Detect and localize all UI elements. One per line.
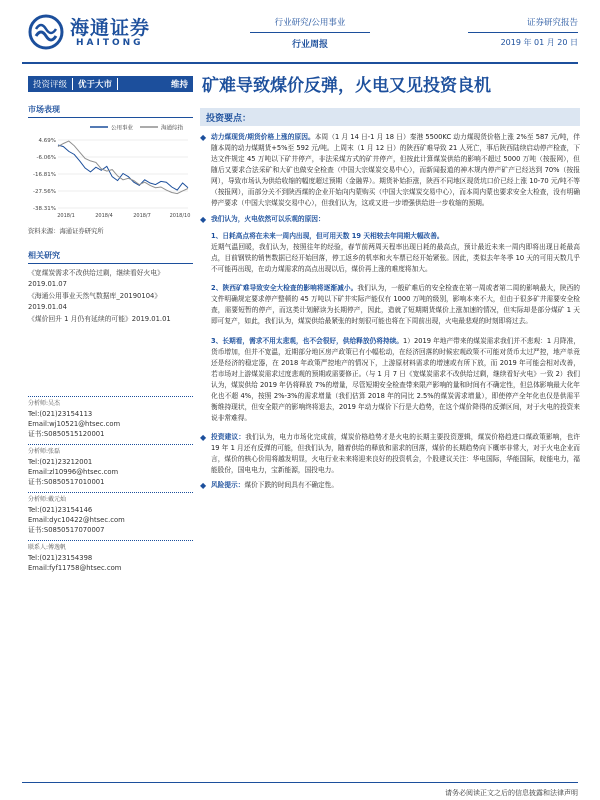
analyst-name: 分析师:张磊: [28, 448, 61, 455]
bullet-optimism: [200, 214, 580, 225]
analyst-card: [28, 396, 193, 439]
chart-legend: [90, 124, 184, 132]
rating-box: [28, 76, 193, 92]
related-heading: 相关研究: [28, 250, 193, 264]
report-category: 行业周报: [291, 40, 328, 50]
x-tick-label: 2018/4: [95, 213, 113, 219]
rating-value: 优于大市: [72, 78, 118, 90]
analyst-card: [28, 492, 193, 535]
bullet-investment-advice: [200, 432, 580, 476]
analyst-tel: Tel:(021)23212001: [28, 458, 93, 466]
analyst-tel: Tel:(021)23154113: [28, 410, 93, 418]
report-type: 证券研究报告: [468, 16, 578, 33]
chart-source: 资料来源：海通证券研究所: [28, 228, 104, 235]
analyst-name: 联系人:傅逸帆: [28, 544, 67, 551]
main-content: [200, 108, 580, 491]
analyst-cert: 证书:S0850515120001: [28, 430, 105, 438]
analyst-card: [28, 444, 193, 487]
analyst-tel: Tel:(021)23154146: [28, 506, 93, 514]
bullet-lead: 投资建议：: [211, 433, 246, 441]
bullet-risk: [200, 480, 580, 491]
analyst-cert: 证书:S0850517070007: [28, 526, 105, 534]
series-line-index: [58, 141, 188, 194]
legend-label-index: 海通综指: [161, 125, 184, 132]
footer-disclaimer: 请务必阅读正文之后的信息披露和法律声明: [445, 789, 578, 797]
x-tick-label: 2018/7: [133, 213, 151, 219]
subpoint-heading: 2、陕西矿难导致安全大检查的影响将逐渐减小。: [211, 284, 358, 292]
analyst-email[interactable]: Email:dyc10422@htsec.com: [28, 516, 125, 524]
company-logo: [28, 12, 178, 52]
analyst-tel: Tel:(021)23154398: [28, 554, 93, 562]
report-date: 2019 年 01 月 20 日: [500, 38, 578, 47]
bullet-lead: 我们认为，火电依然可以乐观的原因：: [211, 215, 325, 223]
bullet-text: 煤价下跌的时间具有不确定性。: [244, 481, 339, 489]
logo-en-text: HAITONG: [76, 38, 144, 48]
y-tick-label: -16.81%: [33, 172, 56, 178]
market-section: [28, 104, 193, 235]
y-tick-label: 4.69%: [38, 138, 56, 144]
analyst-card: [28, 540, 193, 573]
bullet-coal-price: [200, 132, 580, 209]
market-heading: 市场表现: [28, 104, 193, 118]
bullet-diamond-icon: ◆: [200, 481, 207, 490]
x-tick-label: 2018/10: [169, 213, 191, 219]
related-section: [28, 250, 193, 327]
subpoint-text: 我们认为，一般矿难后的安全检查在第一周或者第二周的影响最大，陕西的文件明确规定要求停产整顿的 45 万吨以下矿井实际产能仅有 1000 万吨的级别，影响本来不大，但由于很多矿井需要安全检查，需要短暂的停产，而这类计划解读为长期停产，因此，造就了短期期货煤价上涨加速的情况，但实际却是部分煤矿 1 天即可复产，如此，我们认为，煤炭供给最紧张的时刻很可能也将在下周前出现，火电最悲观的时刻即将过去。: [211, 284, 580, 325]
analyst-email[interactable]: Email:fyf11758@htsec.com: [28, 564, 122, 572]
subpoint-block: [211, 283, 580, 327]
header-right: [468, 16, 578, 48]
analysts-section: [28, 396, 193, 578]
rating-label: 投资评级: [33, 80, 68, 90]
analyst-cert: 证书:S0850517010001: [28, 478, 105, 486]
analyst-email[interactable]: Email:zl10996@htsec.com: [28, 468, 119, 476]
subpoint-text: 1）2019 年地产带来的煤炭需求我们并不悲观：1 月降准，货币增加，但并不宽温，近期部分地区房产政策已有小幅松动，在经济回落的时候宏观政策不可能对货币太过严控，地产单竟还是经济的稳定器，在 2018 年政策严控地产的情况下，上游原材料需求的增速或有所下放，而 2019 年可能会相对改善，若市场对上游煤炭需求过度悲观的预期或需要修正。（与 1 月 7 日《宽煤炭需求不改供给过剩，继续看好火电》一致 2）我们认为，煤炭供给 2019 年仍将释放 7%的增量，尽管短期安全检查带来限产影响的量和时间有不确定性，但总体影响最大化年化也不超 4%，按照 2%-3%的需求增量（我们估算 2018 年的同比 2.5%的煤炭需求增量），即使停产全年化也仅是供需平衡维持现状，但安全限产的影响终将退去，2019 年动力煤价下行是大趋势，在这个煤价降得的反弹区间，对于火电的投资来说非常难得。: [211, 337, 581, 422]
analyst-name: 分析师:戴元灿: [28, 496, 67, 503]
industry-label: 行业研究/公用事业: [250, 16, 370, 33]
x-tick-label: 2018/1: [57, 213, 75, 219]
bullet-text: 我们认为，电力市场化完成前，煤炭价格趋势才是火电的长期主要投资逻辑，煤炭价格趋进口煤政策影响，也许 19 年 1 月还有反弹的可能，但我们认为，随着供给的释放和需求的回落，煤价的长期趋势向下概率非常大，对于火电企业而言，煤价的核心价用将越发明显，火电行业未来将迎来良好的投资机会，个股建议关注：华电国际，华能国际，皖能电力，福能股份，国电电力，宝新能源，国投电力。: [211, 433, 581, 474]
y-tick-label: -6.06%: [36, 155, 56, 161]
page-title: 矿难导致煤价反弹，火电又见投资良机: [202, 76, 491, 96]
analyst-name: 分析师:吴杰: [28, 400, 61, 407]
analyst-email[interactable]: Email:wj10521@htsec.com: [28, 420, 121, 428]
header-divider: [22, 62, 578, 64]
bullet-diamond-icon: ◆: [200, 215, 207, 224]
market-chart: [28, 122, 193, 222]
bullet-lead: 动力煤现货/期货价格上涨的原因。: [211, 133, 315, 141]
related-item[interactable]: 《宽煤炭需求不改供给过剩，继续看好火电》2019.01.07: [28, 269, 164, 288]
legend-label-utility: 公用事业: [111, 125, 134, 132]
haitong-logo-icon: [28, 14, 64, 50]
subpoint-text: 近期气温回暖，我们认为，按照往年的经验，春节前两周天程率出现日耗的最高点，预计最近未来一周内即将出现日耗最高点，目前钢铁的销售数据已经开始回落，停工返乡的机率和火车票已经开始紧张。因此，类似去年冬季 10 天的可用天数几乎不可能再出现，在动力煤需求的高点出现以后，煤价再上涨的难度将加大。: [211, 243, 580, 273]
key-points-heading: 投资要点：: [200, 108, 580, 126]
footer-divider: [22, 782, 578, 783]
subpoint-heading: 3、长期看，需求不用太悲观，也不会很好，供给释放仍将持续。: [211, 337, 404, 345]
rating-keep: 维持: [170, 80, 188, 90]
related-item[interactable]: 《煤价回升 1 月仍有延续的可能》2019.01.01: [28, 315, 171, 323]
y-tick-label: -38.31%: [33, 206, 56, 212]
subpoint-heading: 1、日耗高点将在未来一周内出现，但可用天数 19 天相较去年同期大幅改善。: [211, 232, 444, 240]
bullet-diamond-icon: ◆: [200, 133, 207, 142]
header-center: [250, 16, 370, 50]
logo-cn-text: 海通证券: [70, 17, 151, 39]
related-item[interactable]: 《海通公用事业天然气数据库_20190104》2019.01.04: [28, 292, 162, 311]
bullet-lead: 风险提示：: [211, 481, 245, 489]
bullet-diamond-icon: ◆: [200, 433, 207, 442]
y-tick-label: -27.56%: [33, 189, 56, 195]
page-header: [0, 0, 600, 62]
bullet-text: 本周（1 月 14 日-1 月 18 日）秦港 5500KC 动力煤现货价格上涨 2%至 587 元/吨，伴随本周的动力煤期货+5%至 592 元/吨。上周末（1 月 12 日）的陕西矿难导致 21 人死亡，事后陕西陆续启动停产检查，下达文件规定 45 万吨以下矿井停产，非法采煤方式的矿井停产，但按此计算煤炭供给的影响不超过 5000 万吨（按报网），但随后又要求合法采矿和大矿也做安全检查（中国大宗煤炭交易中心），而新闻报道的神木规内停产矿产已经达到 70%（按报网），导致市场认为供给收缩的幅度超过预期（金融界）。期货补始拒涨，陕西不同地区现货坑口价已经上涨 10-70 元/吨不等（按报网），而部分关不到陕西煤的企业开始向内蒙购买（中国大宗煤炭交易中心），而本周内蒙也要求安全大检查，没有明确停产要求（中国大宗煤炭交易中心），但我们认为，这或又进一步增强供给进一步收缩的预期。: [211, 133, 580, 207]
subpoint-block: [211, 336, 580, 424]
series-line-utility: [58, 145, 188, 190]
